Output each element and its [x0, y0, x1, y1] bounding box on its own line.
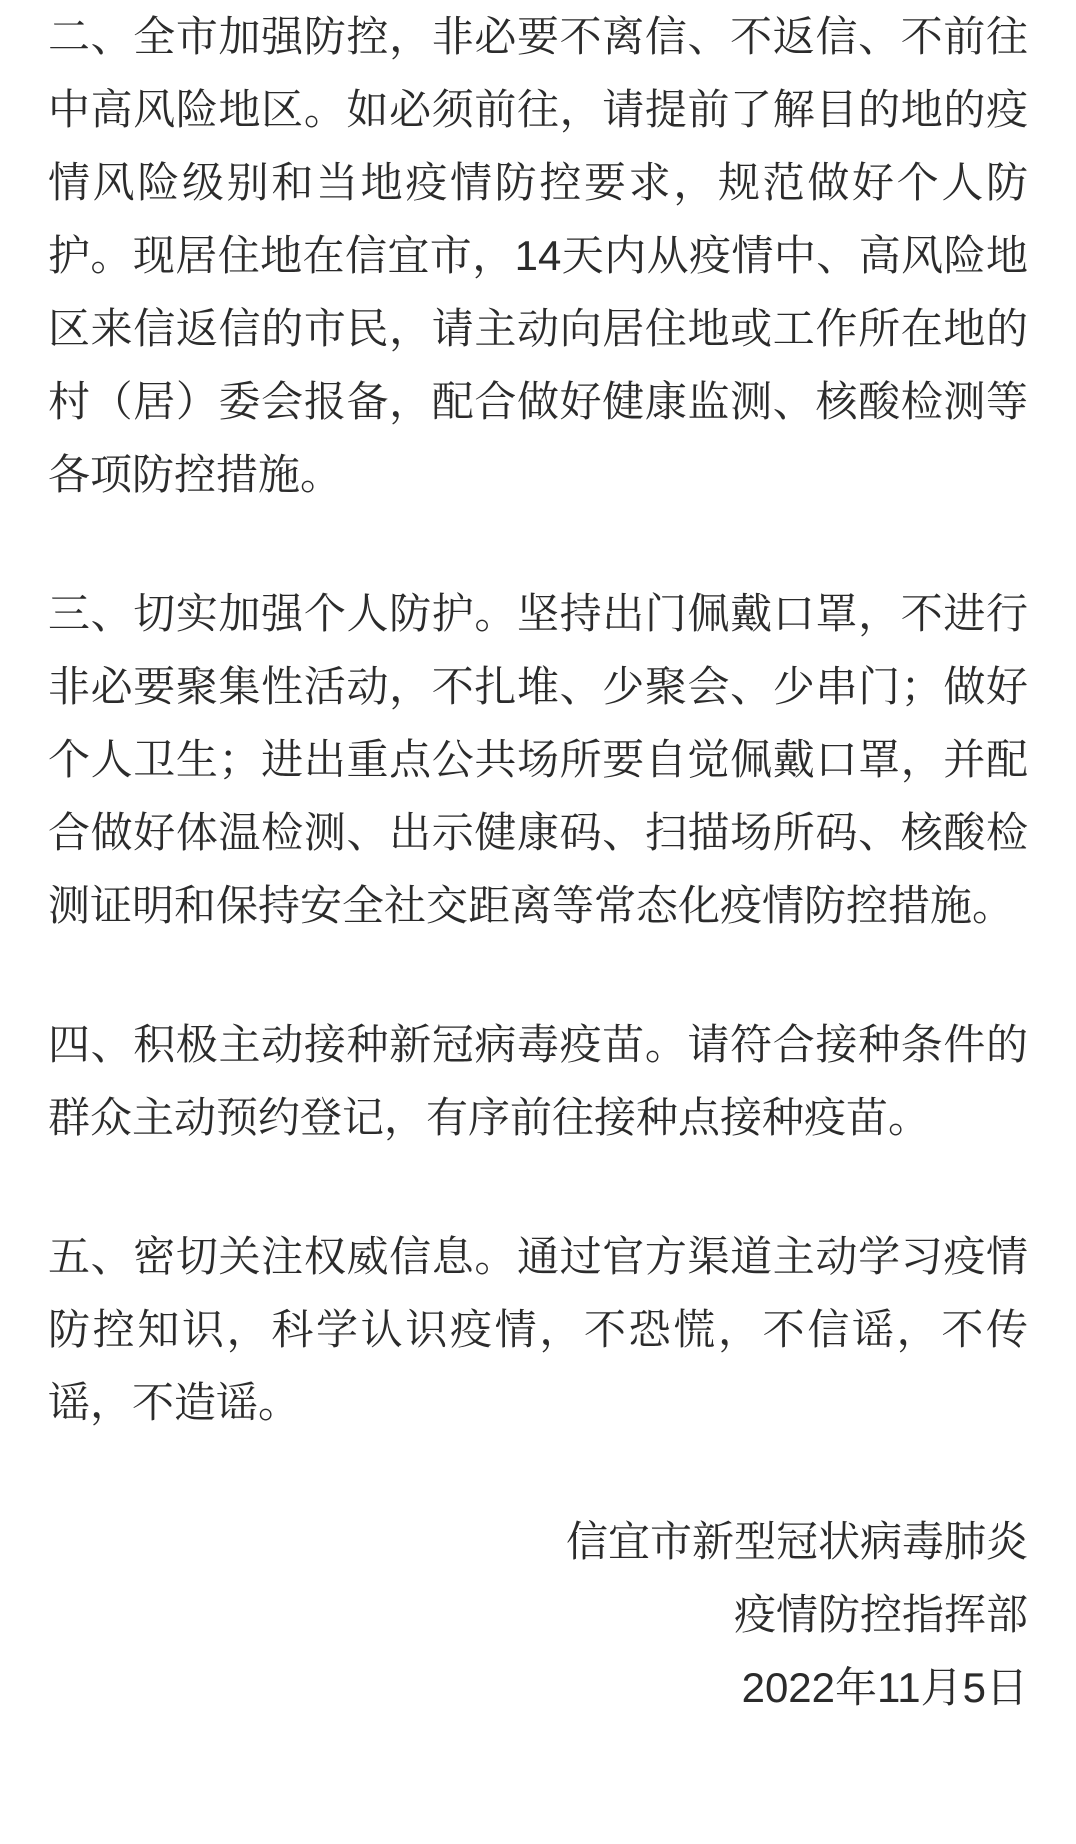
signature-date: 2022年11月5日 — [741, 1664, 1028, 1711]
signature-block — [48, 1505, 1028, 1724]
notice-paragraph-4: 四、积极主动接种新冠病毒疫苗。请符合接种条件的群众主动预约登记，有序前往接种点接种疫苗。 — [48, 1021, 1028, 1141]
notice-paragraph-5: 五、密切关注权威信息。通过官方渠道主动学习疫情防控知识，科学认识疫情，不恐慌，不信谣，不传谣，不造谣。 — [48, 1233, 1028, 1426]
signature-issuer-line-1: 信宜市新型冠状病毒肺炎 — [565, 1518, 1028, 1565]
notice-paragraph-2: 二、全市加强防控，非必要不离信、不返信、不前往中高风险地区。如必须前往，请提前了解目的地的疫情风险级别和当地疫情防控要求，规范做好个人防护。现居住地在信宜市，14天内从疫情中、高风险地区来信返信的市民，请主动向居住地或工作所在地的村（居）委会报备，配合做好健康监测、核酸检测等各项防控措施。 — [48, 13, 1028, 498]
notice-paragraph-3: 三、切实加强个人防护。坚持出门佩戴口罩，不进行非必要聚集性活动，不扎堆、少聚会、少串门；做好个人卫生；进出重点公共场所要自觉佩戴口罩，并配合做好体温检测、出示健康码、扫描场所码、核酸检测证明和保持安全社交距离等常态化疫情防控措施。 — [48, 590, 1028, 929]
signature-issuer-line-2: 疫情防控指挥部 — [733, 1591, 1028, 1638]
